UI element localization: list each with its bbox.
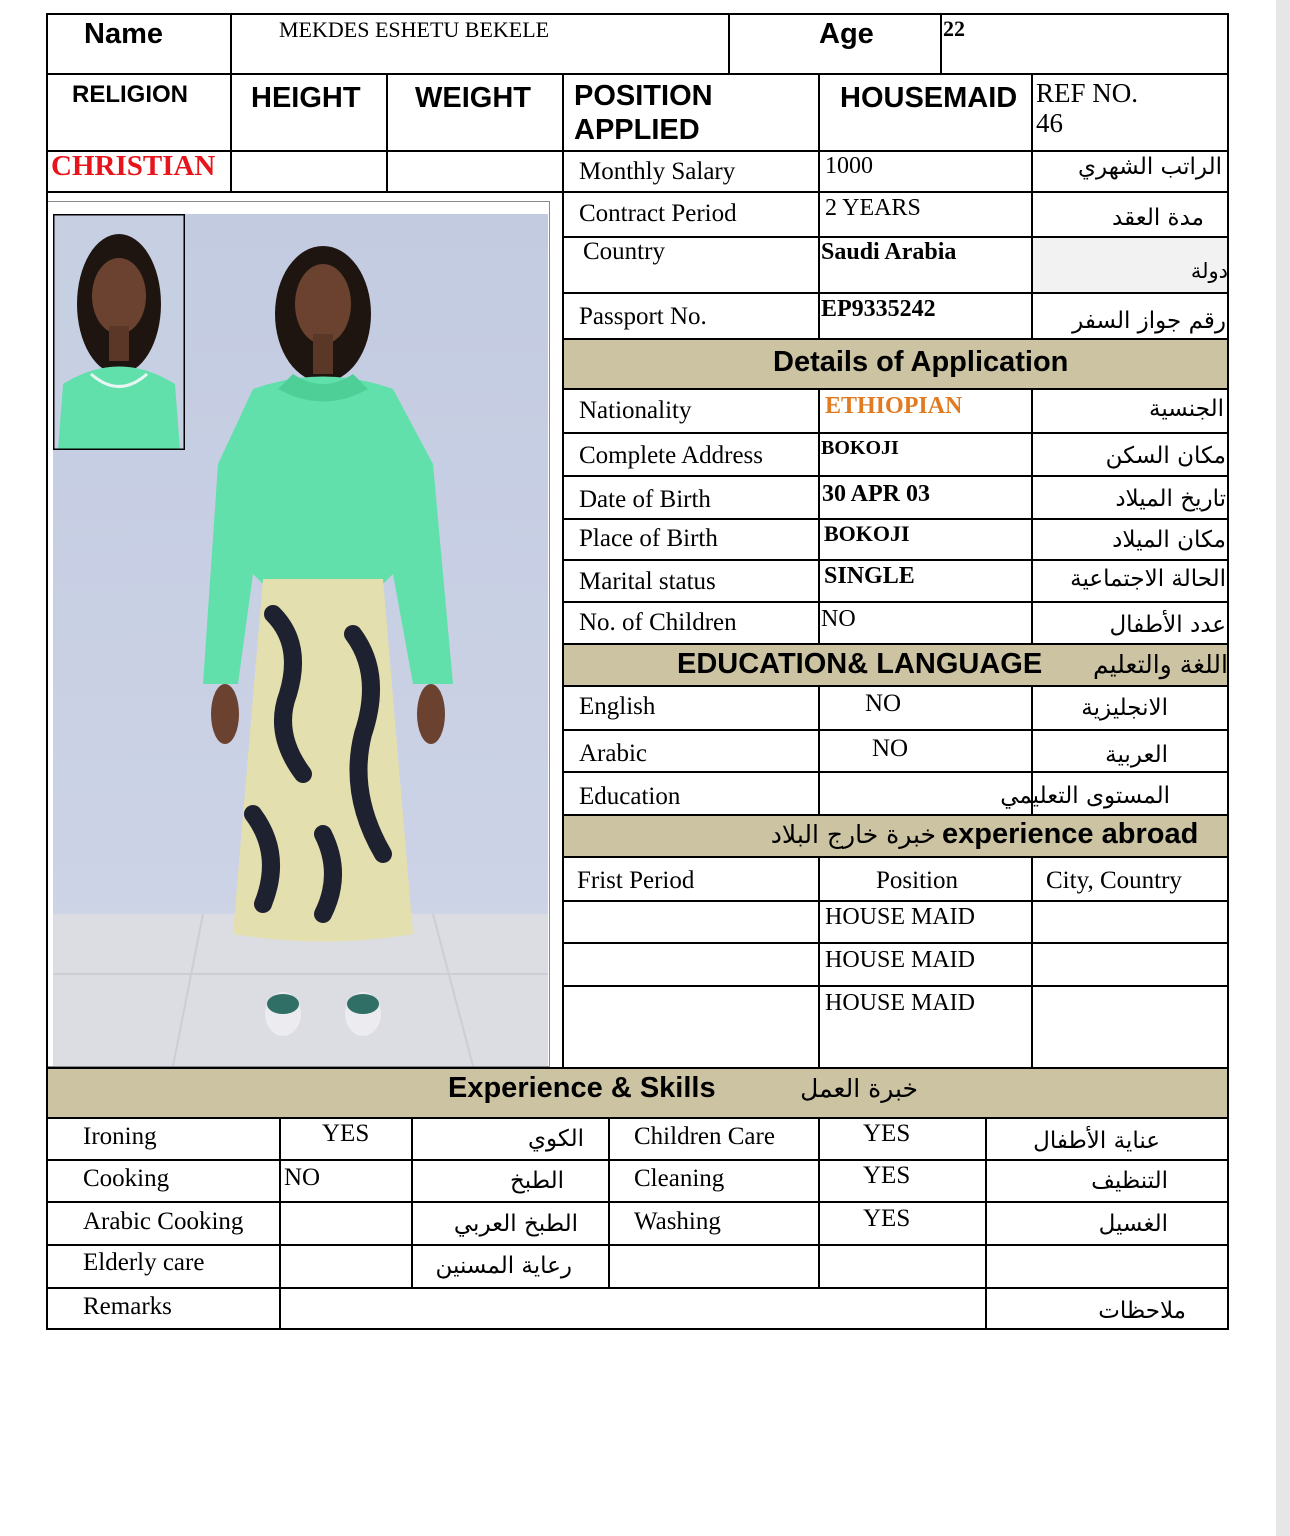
country-arabic: دولة <box>1190 259 1228 283</box>
height-label: HEIGHT <box>251 82 361 114</box>
dob-label: Date of Birth <box>579 486 711 513</box>
abroad-col-period: Frist Period <box>577 867 695 894</box>
english-value: NO <box>865 690 902 717</box>
education-arabic: المستوى التعليمي <box>1000 783 1170 809</box>
nationality-value: ETHIOPIAN <box>825 393 963 419</box>
position-label-1: POSITION <box>574 80 713 112</box>
marital-arabic: الحالة الاجتماعية <box>1070 566 1226 592</box>
age-label: Age <box>819 18 874 50</box>
country-value: Saudi Arabia <box>821 239 957 265</box>
details-title: Details of Application <box>773 346 1069 378</box>
address-arabic: مكان السكن <box>1105 443 1226 469</box>
passport-photo <box>53 214 185 450</box>
dob-arabic: تاريخ الميلاد <box>1115 486 1226 512</box>
position-label-2: APPLIED <box>574 114 700 146</box>
skill-washing-arabic: الغسيل <box>1098 1211 1168 1237</box>
skill-elderly-label: Elderly care <box>83 1249 205 1276</box>
skill-cooking-arabic: الطبخ <box>509 1168 564 1194</box>
arabic-arabic: العربية <box>1105 742 1168 768</box>
education-title: EDUCATION& LANGUAGE <box>677 648 1043 680</box>
skill-cooking-value: NO <box>284 1164 321 1191</box>
arabic-value: NO <box>872 735 909 762</box>
skills-title: Experience & Skills <box>448 1072 716 1104</box>
skill-washing-label: Washing <box>634 1208 721 1235</box>
remarks-label: Remarks <box>83 1293 172 1320</box>
passport-arabic: رقم جواز السفر <box>1072 308 1226 334</box>
abroad-position-3: HOUSE MAID <box>825 990 975 1016</box>
english-label: English <box>579 693 656 720</box>
religion-label: RELIGION <box>72 81 189 108</box>
education-label: Education <box>579 783 681 810</box>
pob-value: BOKOJI <box>824 521 910 546</box>
children-label: No. of Children <box>579 609 737 636</box>
dob-value: 30 APR 03 <box>822 481 930 507</box>
abroad-title: experience abroad <box>942 818 1199 850</box>
abroad-col-position: Position <box>876 867 958 894</box>
abroad-position-1: HOUSE MAID <box>825 904 975 930</box>
contract-label: Contract Period <box>579 200 737 227</box>
country-label: Country <box>583 238 665 265</box>
name-label: Name <box>84 18 163 50</box>
skill-cooking-label: Cooking <box>83 1165 170 1192</box>
skill-washing-value: YES <box>863 1205 911 1232</box>
nationality-arabic: الجنسية <box>1149 396 1224 422</box>
skill-arabic-cooking-arabic: الطبخ العربي <box>453 1211 578 1237</box>
pob-label: Place of Birth <box>579 525 718 552</box>
contract-value: 2 YEARS <box>825 195 921 221</box>
salary-value: 1000 <box>825 153 873 179</box>
arabic-label: Arabic <box>579 740 648 767</box>
nationality-label: Nationality <box>579 397 692 424</box>
skill-cleaning-label: Cleaning <box>634 1165 725 1192</box>
weight-label: WEIGHT <box>415 82 531 114</box>
skill-elderly-arabic: رعاية المسنين <box>435 1253 572 1279</box>
passport-value: EP9335242 <box>821 296 936 322</box>
skill-cleaning-value: YES <box>863 1162 911 1189</box>
skills-title-arabic: خبرة العمل <box>800 1074 918 1103</box>
skill-children-label: Children Care <box>634 1123 775 1150</box>
contract-arabic: مدة العقد <box>1112 205 1204 231</box>
salary-arabic: الراتب الشهري <box>1078 154 1222 180</box>
skill-children-arabic: عناية الأطفال <box>1033 1128 1160 1154</box>
skill-cleaning-arabic: التنظيف <box>1091 1168 1168 1194</box>
ref-label: REF NO. <box>1036 78 1139 108</box>
age-value: 22 <box>943 16 965 41</box>
address-value: BOKOJI <box>821 437 899 459</box>
english-arabic: الانجليزية <box>1081 695 1168 721</box>
abroad-col-city: City, Country <box>1046 867 1182 894</box>
ref-value: 46 <box>1036 108 1063 138</box>
position-value: HOUSEMAID <box>840 82 1018 114</box>
skill-ironing-label: Ironing <box>83 1123 157 1150</box>
religion-value: CHRISTIAN <box>51 150 216 182</box>
pob-arabic: مكان الميلاد <box>1112 527 1226 553</box>
skill-ironing-arabic: الكوي <box>528 1126 584 1152</box>
education-title-arabic: اللغة والتعليم <box>1093 650 1228 679</box>
address-label: Complete Address <box>579 442 764 469</box>
salary-label: Monthly Salary <box>579 158 736 185</box>
marital-value: SINGLE <box>824 563 915 589</box>
passport-label: Passport No. <box>579 303 707 330</box>
children-arabic: عدد الأطفال <box>1109 612 1226 638</box>
name-value: MEKDES ESHETU BEKELE <box>279 17 550 42</box>
abroad-position-2: HOUSE MAID <box>825 947 975 973</box>
skill-ironing-value: YES <box>322 1120 370 1147</box>
skill-children-value: YES <box>863 1120 911 1147</box>
marital-label: Marital status <box>579 568 716 595</box>
children-value: NO <box>821 606 856 632</box>
abroad-title-arabic: خبرة خارج البلاد <box>770 820 936 849</box>
remarks-arabic: ملاحظات <box>1098 1298 1186 1324</box>
skill-arabic-cooking-label: Arabic Cooking <box>83 1208 244 1235</box>
